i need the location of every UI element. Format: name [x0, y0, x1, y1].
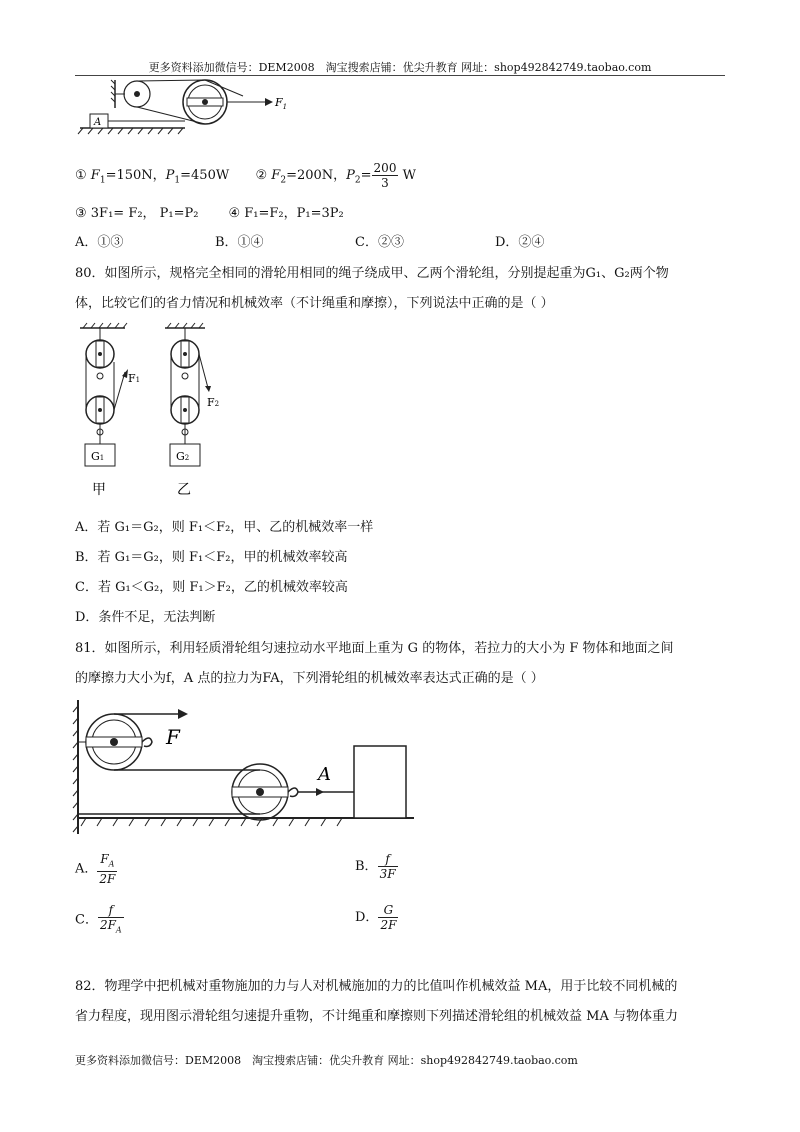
- q80-option-c[interactable]: C．若 G₁＜G₂，则 F₁＞F₂，乙的机械效率较高: [75, 580, 348, 595]
- q81-choice-c[interactable]: C． $\frac{f}{2F_A}$: [75, 903, 122, 935]
- q82-stem-line-1: 82．物理学中把机械对重物施加的力与人对机械施加的力的比值叫作机械效益 MA，用于比较不同机械的: [75, 979, 678, 994]
- q81-choice-b[interactable]: B． $\frac{f}{3F}$: [355, 852, 396, 881]
- q80-g1-label: G1: [91, 450, 105, 463]
- q80-caption-yi: 乙: [177, 482, 191, 498]
- q80-option-b[interactable]: B．若 G₁＝G₂，则 F₁＜F₂，甲的机械效率较高: [75, 550, 348, 565]
- q80-option-d[interactable]: D．条件不足，无法判断: [75, 610, 216, 625]
- q79-choice-c[interactable]: C．②③: [355, 235, 404, 250]
- q79-option-3-4: ③ 3F₁= F₂， P₁=P₂ ④ F₁=F₂，P₁=3P₂: [75, 206, 344, 221]
- q81-stem-line-2: 的摩擦力大小为f，A 点的拉力为FA，下列滑轮组的机械效率表达式正确的是（ ）: [75, 671, 544, 686]
- q79-choice-a[interactable]: A．①③: [75, 235, 124, 250]
- q79-choice-b[interactable]: B．①④: [215, 235, 264, 250]
- q80-f1-label: F1: [128, 372, 141, 385]
- header-divider: [75, 75, 725, 76]
- q81-f-label: F: [166, 725, 180, 749]
- q81-choice-d[interactable]: D． $\frac{G}{2F}$: [355, 903, 397, 932]
- q80-f2-label: F2: [207, 396, 220, 409]
- q81-choice-a[interactable]: A． $\frac{F_A}{2F}$: [75, 852, 116, 887]
- q81-stem-line-1: 81．如图所示，利用轻质滑轮组匀速拉动水平地面上重为 G 的物体，若拉力的大小为 F 物体和地面之间: [75, 641, 674, 656]
- q80-option-a[interactable]: A．若 G₁＝G₂，则 F₁＜F₂，甲、乙的机械效率一样: [75, 520, 374, 535]
- q80-stem-line-1: 80．如图所示，规格完全相同的滑轮用相同的绳子绕成甲、乙两个滑轮组，分别提起重为G₁、G₂两个物: [75, 266, 669, 281]
- q79-pulley-figure: [75, 78, 295, 136]
- q82-stem-line-2: 省力程度，现用图示滑轮组匀速提升重物，不计绳重和摩擦则下列描述滑轮组的机械效益 MA 与物体重力: [75, 1009, 678, 1024]
- q81-pulley-figure: [72, 696, 422, 838]
- q81-a-label: A: [318, 764, 331, 785]
- q80-g2-label: G2: [176, 450, 190, 463]
- q79-option-1-2: ① $F_1=150N$，$P_1=450W$ ② $F_2=200N$，$P_2=$ $\frac{200}{3}$ W: [75, 161, 416, 190]
- q80-pulley-figure: [75, 322, 245, 502]
- page-header: 更多资料添加微信号：DEM2008 淘宝搜索店铺：优尖升教育 网址：shop492842749.taobao.com: [148, 61, 652, 74]
- q80-stem-line-2: 体，比较它们的省力情况和机械效率（不计绳重和摩擦），下列说法中正确的是（ ）: [75, 296, 554, 311]
- q79-force-label: $F_1$: [275, 96, 288, 111]
- page-footer: 更多资料添加微信号：DEM2008 淘宝搜索店铺：优尖升教育 网址：shop492842749.taobao.com: [75, 1054, 578, 1067]
- q79-block-label: A: [94, 117, 102, 128]
- q79-choice-d[interactable]: D．②④: [495, 235, 545, 250]
- q79-fraction: $\frac{200}{3}$: [373, 161, 397, 190]
- q80-caption-jia: 甲: [92, 482, 106, 498]
